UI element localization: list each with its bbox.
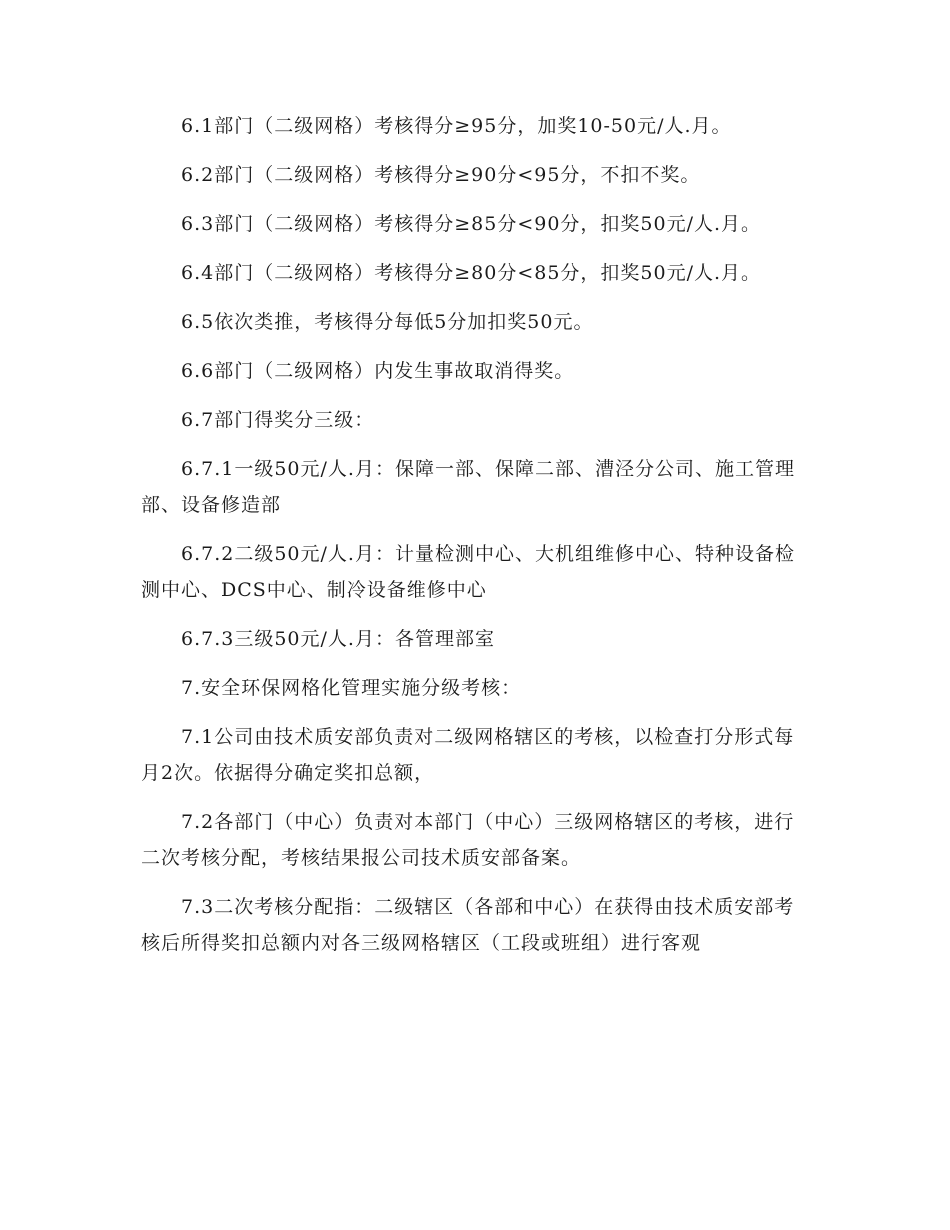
- paragraph-7-1: 7.1公司由技术质安部负责对二级网格辖区的考核，以检查打分形式每月2次。依据得分确定奖扣总额，: [141, 726, 795, 784]
- paragraph-7-2: 7.2各部门（中心）负责对本部门（中心）三级网格辖区的考核，进行二次考核分配，考核结果报公司技术质安部备案。: [141, 811, 795, 869]
- document-body: [141, 108, 809, 974]
- paragraph-6-6: 6.6部门（二级网格）内发生事故取消得奖。: [181, 360, 575, 382]
- paragraph-6-7-1: 6.7.1一级50元/人.月：保障一部、保障二部、漕泾分公司、施工管理部、设备修造部: [141, 458, 795, 516]
- paragraph-6-5: 6.5依次类推，考核得分每低5分加扣奖50元。: [181, 311, 594, 333]
- paragraph-6-2: 6.2部门（二级网格）考核得分≥90分<95分，不扣不奖。: [181, 164, 701, 186]
- paragraph-6-3: 6.3部门（二级网格）考核得分≥85分<90分，扣奖50元/人.月。: [181, 213, 762, 235]
- paragraph-6-1: 6.1部门（二级网格）考核得分≥95分，加奖10-50元/人.月。: [181, 115, 732, 137]
- paragraph-6-7-2: 6.7.2二级50元/人.月：计量检测中心、大机组维修中心、特种设备检测中心、DCS中心、制冷设备维修中心: [141, 543, 795, 601]
- paragraph-7-3: 7.3二次考核分配指：二级辖区（各部和中心）在获得由技术质安部考核后所得奖扣总额内对各三级网格辖区（工段或班组）进行客观: [141, 896, 795, 954]
- paragraph-7: 7.安全环保网格化管理实施分级考核：: [181, 677, 522, 699]
- paragraph-6-7-3: 6.7.3三级50元/人.月：各管理部室: [181, 628, 495, 650]
- paragraph-6-4: 6.4部门（二级网格）考核得分≥80分<85分，扣奖50元/人.月。: [181, 262, 762, 284]
- paragraph-6-7: 6.7部门得奖分三级：: [181, 409, 375, 431]
